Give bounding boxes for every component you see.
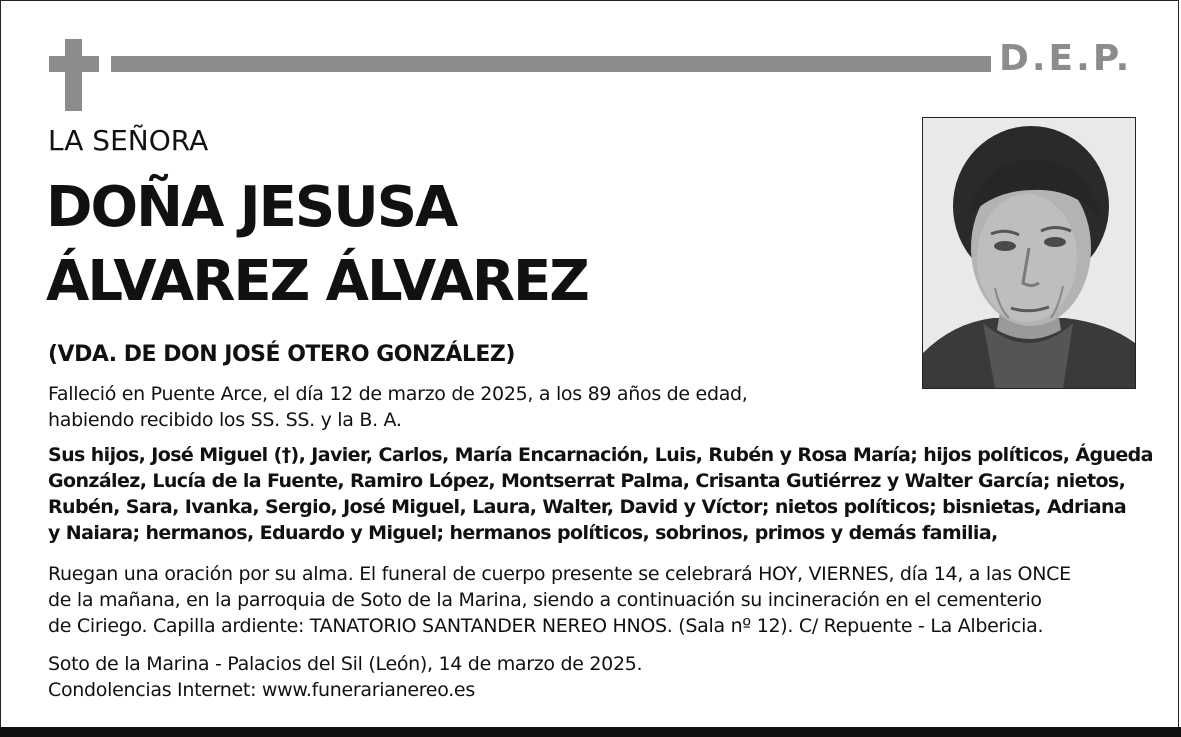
family-line: Sus hijos, José Miguel (†), Javier, Carlos, María Encarnación, Luis, Rubén y Rosa María; hijos políticos, Águeda bbox=[48, 444, 1153, 466]
dep-label: D.E.P. bbox=[999, 38, 1133, 79]
bottom-border bbox=[0, 727, 1181, 737]
footer-paragraph bbox=[48, 651, 642, 703]
header-rule bbox=[111, 56, 991, 72]
family-line: González, Lucía de la Fuente, Ramiro López, Montserrat Palma, Crisanta Gutiérrez y Walter García; nietos, bbox=[48, 470, 1126, 492]
death-notice-paragraph bbox=[48, 381, 748, 433]
footer-line: Soto de la Marina - Palacios del Sil (León), 14 de marzo de 2025. bbox=[48, 653, 643, 675]
portrait-illustration bbox=[923, 118, 1135, 388]
title-prefix: LA SEÑORA bbox=[48, 124, 209, 157]
family-line: y Naiara; hermanos, Eduardo y Miguel; hermanos políticos, sobrinos, primos y demás familia, bbox=[48, 522, 998, 544]
family-line: Rubén, Sara, Ivanka, Sergio, José Miguel, Laura, Walter, David y Víctor; nietos políticos; bisnietas, Adriana bbox=[48, 496, 1127, 518]
portrait-photo bbox=[922, 117, 1136, 389]
widow-of: (VDA. DE DON JOSÉ OTERO GONZÁLEZ) bbox=[48, 342, 515, 367]
deceased-name bbox=[46, 171, 588, 319]
footer-line: Condolencias Internet: www.funerarianereo.es bbox=[48, 679, 475, 701]
deceased-name-line-1: DOÑA JESUSA bbox=[46, 175, 457, 240]
funeral-paragraph bbox=[48, 561, 1071, 639]
death-notice-line: Falleció en Puente Arce, el día 12 de marzo de 2025, a los 89 años de edad, bbox=[48, 383, 748, 405]
funeral-line: Ruegan una oración por su alma. El funeral de cuerpo presente se celebrará HOY, VIERNES, día 14, a las ONCE bbox=[48, 563, 1071, 585]
cross-icon bbox=[49, 39, 99, 111]
funeral-line: de Ciriego. Capilla ardiente: TANATORIO SANTANDER NEREO HNOS. (Sala nº 12). C/ Repuente - La Albericia. bbox=[48, 615, 1044, 637]
family-paragraph bbox=[48, 442, 1153, 546]
funeral-line: de la mañana, en la parroquia de Soto de la Marina, siendo a continuación su incineración en el cementerio bbox=[48, 589, 1042, 611]
death-notice-line: habiendo recibido los SS. SS. y la B. A. bbox=[48, 409, 402, 431]
deceased-name-line-2: ÁLVAREZ ÁLVAREZ bbox=[46, 249, 588, 314]
